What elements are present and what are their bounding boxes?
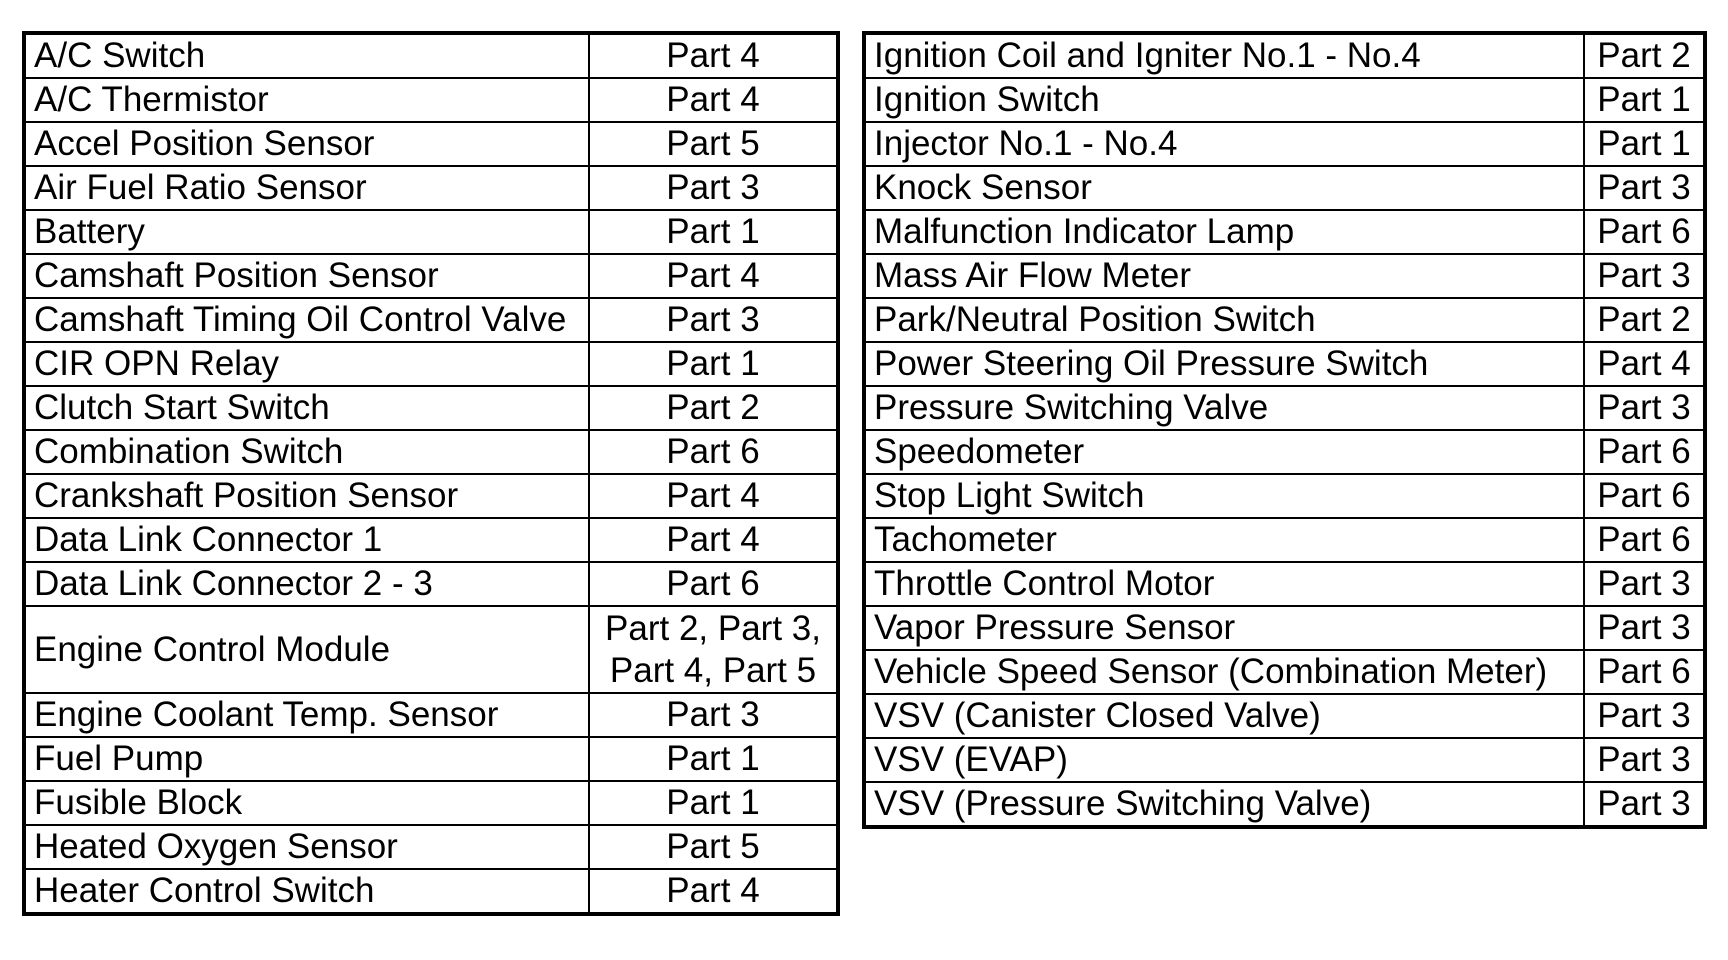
- table-row: [864, 386, 1705, 430]
- component-name-cell: Throttle Control Motor: [864, 562, 1584, 606]
- part-reference-text: Part 4: [666, 476, 760, 515]
- part-reference-cell: [589, 254, 838, 298]
- table-row: [24, 693, 838, 737]
- component-name-cell: Knock Sensor: [864, 166, 1584, 210]
- table-row: [864, 694, 1705, 738]
- part-reference-cell: [589, 693, 838, 737]
- part-reference-cell: [1584, 606, 1705, 650]
- component-name-cell: Pressure Switching Valve: [864, 386, 1584, 430]
- part-reference-cell: [589, 122, 838, 166]
- table-row: [24, 737, 838, 781]
- component-name-cell: Park/Neutral Position Switch: [864, 298, 1584, 342]
- part-reference-text: Part 5: [666, 827, 760, 866]
- table-row: [24, 518, 838, 562]
- part-reference-text: Part 3: [666, 300, 760, 339]
- part-reference-text: Part 1: [666, 212, 760, 251]
- part-reference-cell: [1584, 166, 1705, 210]
- component-name-cell: Vehicle Speed Sensor (Combination Meter): [864, 650, 1584, 694]
- table-row: [864, 430, 1705, 474]
- part-reference-text: Part 1: [1597, 124, 1691, 163]
- part-reference-text: Part 4: [666, 36, 760, 75]
- component-name-cell: Stop Light Switch: [864, 474, 1584, 518]
- table-row: [24, 254, 838, 298]
- component-name-cell: Air Fuel Ratio Sensor: [24, 166, 589, 210]
- component-name-cell: Power Steering Oil Pressure Switch: [864, 342, 1584, 386]
- table-row: [24, 781, 838, 825]
- part-reference-cell: [589, 166, 838, 210]
- table-row: [24, 78, 838, 122]
- part-reference-cell: [1584, 738, 1705, 782]
- part-reference-text: Part 1: [666, 783, 760, 822]
- component-name-cell: Vapor Pressure Sensor: [864, 606, 1584, 650]
- part-reference-cell: [1584, 518, 1705, 562]
- part-reference-cell: [1584, 562, 1705, 606]
- part-reference-text: Part 4: [666, 80, 760, 119]
- component-name-cell: Camshaft Timing Oil Control Valve: [24, 298, 589, 342]
- part-reference-text: Part 4: [666, 520, 760, 559]
- table-row: [24, 298, 838, 342]
- part-reference-cell: [1584, 298, 1705, 342]
- part-reference-text: Part 2: [1597, 36, 1691, 75]
- component-index-table-right: [862, 31, 1707, 829]
- component-name-cell: VSV (Canister Closed Valve): [864, 694, 1584, 738]
- table-row: [24, 210, 838, 254]
- component-name-cell: CIR OPN Relay: [24, 342, 589, 386]
- part-reference-text: Part 6: [1597, 432, 1691, 471]
- part-reference-text: Part 4: [666, 256, 760, 295]
- part-reference-cell: [1584, 33, 1705, 78]
- component-name-cell: VSV (EVAP): [864, 738, 1584, 782]
- part-reference-text: Part 3: [1597, 388, 1691, 427]
- part-reference-text: Part 4: [666, 871, 760, 910]
- part-reference-text: Part 5: [666, 124, 760, 163]
- part-reference-cell: [589, 474, 838, 518]
- part-reference-text: Part 1: [666, 739, 760, 778]
- part-reference-cell: [589, 342, 838, 386]
- part-reference-text: Part 2: [666, 388, 760, 427]
- part-reference-text: Part 3: [1597, 564, 1691, 603]
- component-name-cell: Combination Switch: [24, 430, 589, 474]
- table-row: [864, 210, 1705, 254]
- table-row: [864, 78, 1705, 122]
- part-reference-cell: [589, 562, 838, 606]
- part-reference-cell: [589, 386, 838, 430]
- part-reference-cell: [1584, 430, 1705, 474]
- component-name-cell: Mass Air Flow Meter: [864, 254, 1584, 298]
- table-row: [24, 342, 838, 386]
- component-name-cell: VSV (Pressure Switching Valve): [864, 782, 1584, 827]
- part-reference-text: Part 3: [1597, 696, 1691, 735]
- table-row: [864, 650, 1705, 694]
- part-reference-text: Part 3: [1597, 256, 1691, 295]
- part-reference-cell: [589, 869, 838, 914]
- part-reference-cell: [1584, 210, 1705, 254]
- component-name-cell: Crankshaft Position Sensor: [24, 474, 589, 518]
- component-name-cell: Accel Position Sensor: [24, 122, 589, 166]
- component-name-cell: Heated Oxygen Sensor: [24, 825, 589, 869]
- table-row: [24, 606, 838, 693]
- part-reference-cell: [1584, 386, 1705, 430]
- part-reference-text: Part 4: [1597, 344, 1691, 383]
- table-row: [864, 254, 1705, 298]
- part-reference-text: Part 3: [1597, 784, 1691, 823]
- table-row: [24, 430, 838, 474]
- component-name-cell: Engine Control Module: [24, 606, 589, 693]
- part-reference-cell: [1584, 782, 1705, 827]
- table-row: [864, 342, 1705, 386]
- part-reference-cell: [589, 518, 838, 562]
- table-row: [864, 606, 1705, 650]
- table-row: [864, 33, 1705, 78]
- component-name-cell: Data Link Connector 2 - 3: [24, 562, 589, 606]
- part-reference-text: Part 1: [666, 344, 760, 383]
- component-name-cell: Battery: [24, 210, 589, 254]
- table-row: [864, 738, 1705, 782]
- part-reference-cell: [589, 298, 838, 342]
- part-reference-text: Part 3: [1597, 608, 1691, 647]
- component-index-table-left: [22, 31, 840, 916]
- part-reference-cell: [589, 33, 838, 78]
- part-reference-text: Part 1: [1597, 80, 1691, 119]
- part-reference-cell: [1584, 122, 1705, 166]
- part-reference-text: Part 4, Part 5: [609, 650, 817, 690]
- table-row: [864, 562, 1705, 606]
- part-reference-text: Part 6: [1597, 520, 1691, 559]
- part-reference-text: Part 6: [666, 564, 760, 603]
- table-row: [24, 825, 838, 869]
- part-reference-cell: [1584, 78, 1705, 122]
- table-row: [864, 782, 1705, 827]
- table-row: [24, 33, 838, 78]
- part-reference-cell: [589, 606, 838, 693]
- part-reference-text: Part 3: [666, 695, 760, 734]
- table-row: [24, 474, 838, 518]
- component-name-cell: Ignition Coil and Igniter No.1 - No.4: [864, 33, 1584, 78]
- component-name-cell: Clutch Start Switch: [24, 386, 589, 430]
- component-name-cell: Heater Control Switch: [24, 869, 589, 914]
- component-name-cell: Injector No.1 - No.4: [864, 122, 1584, 166]
- component-name-cell: Malfunction Indicator Lamp: [864, 210, 1584, 254]
- part-reference-cell: [589, 430, 838, 474]
- table-row: [24, 122, 838, 166]
- part-reference-cell: [1584, 254, 1705, 298]
- table-row: [24, 562, 838, 606]
- part-reference-cell: [589, 78, 838, 122]
- part-reference-text: Part 2, Part 3,: [605, 608, 821, 648]
- component-name-cell: Camshaft Position Sensor: [24, 254, 589, 298]
- part-reference-text: Part 6: [1597, 212, 1691, 251]
- component-name-cell: A/C Switch: [24, 33, 589, 78]
- table-row: [24, 386, 838, 430]
- part-reference-text: Part 3: [1597, 168, 1691, 207]
- table-row: [864, 518, 1705, 562]
- part-reference-text: Part 6: [666, 432, 760, 471]
- table-row: [24, 166, 838, 210]
- part-reference-text: Part 3: [666, 168, 760, 207]
- table-row: [24, 869, 838, 914]
- table-row: [864, 166, 1705, 210]
- component-name-cell: A/C Thermistor: [24, 78, 589, 122]
- part-reference-text: Part 3: [1597, 740, 1691, 779]
- table-row: [864, 474, 1705, 518]
- part-reference-cell: [589, 825, 838, 869]
- part-reference-text: Part 6: [1597, 652, 1691, 691]
- part-reference-cell: [589, 781, 838, 825]
- part-reference-cell: [1584, 474, 1705, 518]
- component-name-cell: Speedometer: [864, 430, 1584, 474]
- table-row: [864, 122, 1705, 166]
- part-reference-cell: [589, 737, 838, 781]
- part-reference-cell: [1584, 650, 1705, 694]
- part-reference-text: Part 6: [1597, 476, 1691, 515]
- component-name-cell: Fuel Pump: [24, 737, 589, 781]
- part-reference-cell: [1584, 342, 1705, 386]
- part-reference-text: Part 2: [1597, 300, 1691, 339]
- part-reference-cell: [1584, 694, 1705, 738]
- component-name-cell: Ignition Switch: [864, 78, 1584, 122]
- part-reference-cell: [589, 210, 838, 254]
- table-row: [864, 298, 1705, 342]
- component-name-cell: Data Link Connector 1: [24, 518, 589, 562]
- component-name-cell: Engine Coolant Temp. Sensor: [24, 693, 589, 737]
- component-name-cell: Tachometer: [864, 518, 1584, 562]
- component-name-cell: Fusible Block: [24, 781, 589, 825]
